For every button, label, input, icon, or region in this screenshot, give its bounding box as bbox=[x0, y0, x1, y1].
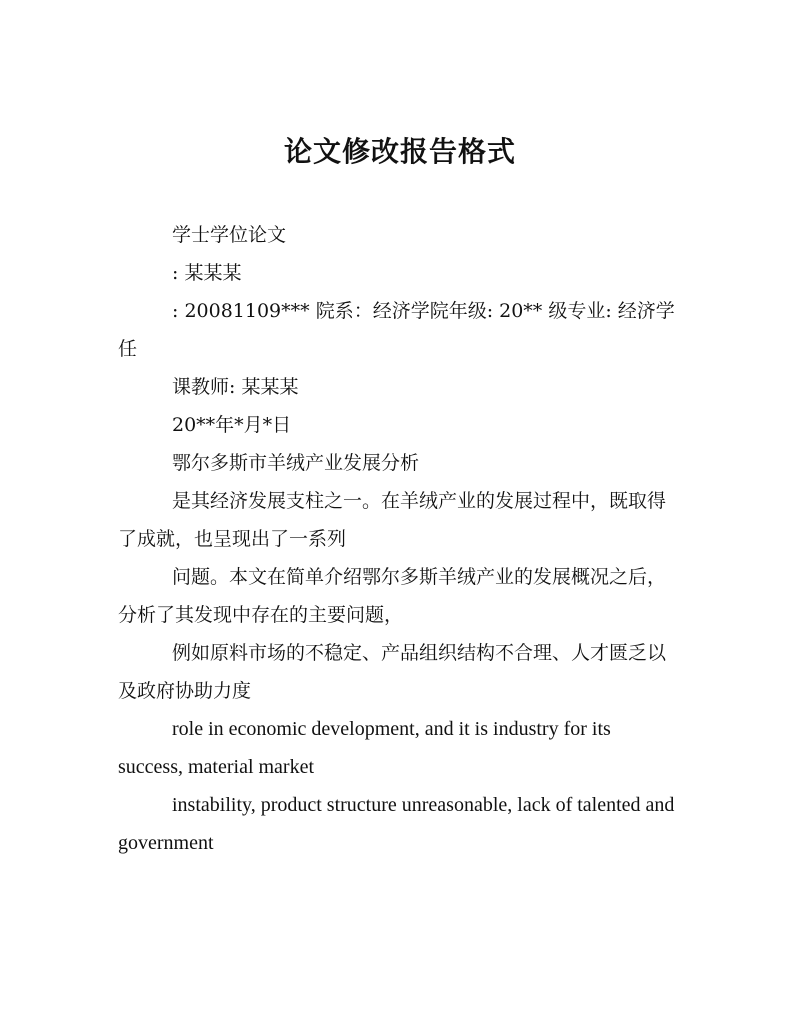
paragraph-abstract-1: 是其经济发展支柱之一。在羊绒产业的发展过程中，既取得了成就，也呈现出了一系列 bbox=[118, 490, 667, 550]
paragraph-english-2: instability, product structure unreasonable, lack of talented and government bbox=[118, 794, 675, 854]
paragraph-thesis-title: 鄂尔多斯市羊绒产业发展分析 bbox=[172, 452, 420, 474]
paragraph-date: 20**年*月*日 bbox=[172, 414, 292, 436]
paragraph-english-1: role in economic development, and it is industry for its success, material market bbox=[118, 718, 611, 778]
document-body bbox=[118, 216, 678, 862]
paragraph-degree-thesis: 学士学位论文 bbox=[172, 224, 287, 246]
paragraph-teacher: 课教师: 某某某 bbox=[172, 376, 299, 398]
paragraph-author: : 某某某 bbox=[172, 262, 242, 284]
paragraph-student-info: : 20081109*** 院系：经济学院年级: 20** 级专业: 经济学任 bbox=[118, 300, 675, 360]
document-title: 论文修改报告格式 bbox=[283, 135, 516, 168]
paragraph-abstract-2: 问题。本文在简单介绍鄂尔多斯羊绒产业的发展概况之后，分析了其发现中存在的主要问题， bbox=[118, 566, 667, 626]
paragraph-abstract-3: 例如原料市场的不稳定、产品组织结构不合理、人才匮乏以及政府协助力度 bbox=[118, 642, 667, 702]
